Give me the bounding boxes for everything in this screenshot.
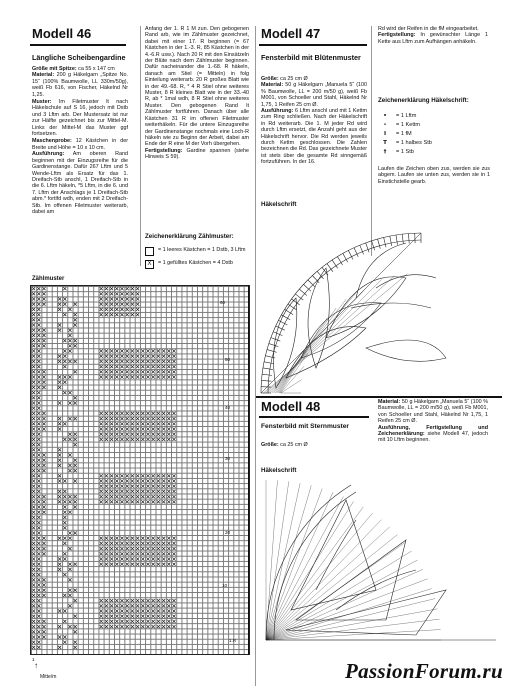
m48-box — [256, 396, 502, 398]
m47-legend-title: Zeichenerklärung Häkelschrift: — [378, 97, 469, 104]
m47-crochet-chart — [256, 208, 504, 400]
m46-row-label-60: 60 — [220, 300, 226, 305]
m47-legend-lftm: • = 1 Lftm — [378, 113, 490, 120]
ring-icon: ∘ — [383, 122, 387, 128]
m46-ausfuehrung: Ausführung: Am oberen Rand beginnen mit der Einzugsreihe für die Gardinenstange. Dafür 267 Lftm und 5 Wende-Lftm als Ersatz für das 1. Dreifach-Stb anschl, 1 Dreifach-Stb in die 6. Lftm häkeln, *5 Lftm, in die 6. und 7. Lftm der Anschlags je 1 Dreifach-Stb abm.* fortlfd wdh, enden mit 2 Dreifach-Stb. Im offenen Filetmuster weiterarb, dabei am — [32, 151, 128, 215]
m47-subtitle: Fensterbild mit Blütenmuster — [261, 53, 361, 62]
m46-fertigstellung: Fertigstellung: Gardine spannen (siehe Hinweis S 59). — [145, 147, 250, 161]
m46-row-label-10: 10 — [222, 583, 228, 588]
m48-title: Modell 48 — [261, 399, 321, 414]
m47-fertigstellung: Fertigstellung: In gewünschter Länge 1 Kette aus Lftm zum Aufhängen anhäkeln. — [378, 32, 489, 45]
m47-ausfuehrung: Ausführung: 6 Lftm anschl und mit 1 Kettm zum Ring schließen. Nach der Häkelschrift in Rd weiterarb. Die 1. M jeder Rd wird durch Lftm ersetzt, die Anzahl geht aus der Häkelschrift hervor. Die Rd werden jeweils durch Kettm geschlossen. Die Zahlen bezeichnen die Rd. Das gezeichnete Muster ist stets über die gesamte Rd sinngemäß fortzuführen. In der 16. — [261, 108, 367, 166]
m47-material: Material: 50 g Häkelgarn „Manuela 5“ (100 % Baumwolle, LL = 200 m/50 g), weiß Fb M001, von Schoeller und Stahl, Häkelnd Nr 1,75, 1 Reifen 25 cm Ø. — [261, 82, 368, 108]
m48-title-rule — [259, 416, 369, 418]
m46-maschenprobe: Maschenprobe: 12 Kästchen in der Breite und Höhe = 10 x 10 cm. — [32, 138, 129, 151]
m46-col2-paragraph: Anfang der 1. R 1 M zun. Den gebogenen Rand arb, wie im Zählmuster gezeichnet, dabei mit einer 17. R beginnen (= 67 Kästchen in der 1.-3. R, 85 Kästchen in der 4.-6.R usw.). Nach 20 R mit den Einsätzeln der Blüte nach dem Zählmuster beginnen. Dafür nacheinander die 1.-68. R häkeln, danach am Stiel (= Mitteln) in folg Einteilung weiterarb. 20 R großes Blatt wie in der 49.-68. R, * 4 R Stiel ohne weiteres Muster, 8 R kleines Blatt wie in der 33.-40 R, ab * 1mal wdh, 8 R Stiel ohne weiteres Muster. Den gebogenen Rand lt Zählmuster fortführen. Danach über alle Kästchen 31 R im offenen Filetmuster weiterhäkeln. Für die untere Einzugsreihe der Gardinenstange nochmals eine Loch-R häkeln wie zu Beginn der Arbeit, dabei am Ende der R eine M der Vorh übergehen. — [145, 26, 249, 148]
m46-row-label-30: 30 — [225, 456, 231, 461]
m47-col2-paragraph: Rd wird der Reifen in die fM eingearbeitet. — [378, 26, 479, 32]
m47-text-col1 — [261, 76, 367, 166]
m47-size: Größe: ca 25 cm Ø — [261, 76, 308, 82]
m47-chart-label: Häkelschrift — [261, 201, 297, 208]
filled-box-icon: X — [145, 260, 154, 269]
m47-legend-stb: † = 1 Stb — [378, 149, 490, 156]
bar-icon: I — [383, 131, 387, 137]
m46-muster: Muster: Im Filetmuster lt nach Häkelschule auf S 16, jedoch mit Dstb und 3 Lftm arb. Der Mustersatz ist nur zur Hälfte gezeichnet bis zur Mittel-M. Links der Mittel-M das Muster ggf fortsetzen. — [32, 99, 128, 138]
m47-text-col2 — [378, 26, 488, 45]
m48-ausfuehrung: Ausführung, Fertigstellung und Zeichenerklärung: siehe Modell 47, jedoch mit 10 Lftm beginnen. — [378, 424, 488, 444]
m46-marker: 1 — [32, 657, 35, 662]
m48-subtitle: Fensterbild mit Sternmuster — [261, 423, 349, 430]
m46-size: Größe mit Spitze: ca 55 x 147 cm — [32, 66, 115, 72]
m46-material: Material: 200 g Häkelgarn „Spitze No. 15“ (100% Baumwolle, LL 330m/50g), weiß Fb 616, von Fischer, Häkelnd Nr 1,25. — [32, 72, 128, 98]
m46-mitte-label: Mitte/m — [40, 674, 57, 680]
m48-chart-label: Häkelschrift — [261, 467, 297, 474]
watermark: PassionForum.ru — [345, 659, 503, 683]
m46-legend-empty: = 1 leeres Kästchen = 1 Dstb, 3 Lftm — [145, 247, 255, 256]
m46-legend-filled: X = 1 gefülltes Kästchen = 4 Dstb — [145, 260, 255, 269]
empty-box-icon — [145, 247, 154, 256]
m46-text-col2 — [145, 26, 249, 161]
m46-row-label-20: 20 — [225, 530, 231, 535]
arrow-up-icon: ↑ — [34, 661, 38, 670]
dagger-icon: † — [383, 149, 387, 155]
m46-legend — [145, 232, 255, 269]
m46-chart-right-edge — [248, 285, 249, 655]
m47-legend — [378, 96, 490, 185]
m48-size: Größe: ca 25 cm Ø — [261, 442, 308, 448]
m46-row-label-1: 1.R — [229, 638, 237, 643]
m47-legend-hstb: T = 1 halbes Stb — [378, 140, 490, 147]
m47-legend-kettm: ∘ = 1 Kettm — [378, 122, 490, 129]
m46-row-label-40: 40 — [225, 405, 231, 410]
m46-row-label-50: 50 — [225, 357, 231, 362]
m46-title-rule — [30, 44, 126, 46]
m47-legend-fm: I = 1 fM — [378, 131, 490, 138]
m48-material: Material: 50 g Häkelgarn „Manuela 5“ (100 % Baumwolle, LL = 200 m/50 g), weiß Fb M001, von Schoeller und Stahl, Häkelnd Nr 1,75, 1 Reifen 25 cm Ø. — [378, 399, 489, 425]
m46-filet-chart — [30, 285, 250, 655]
col-divider-1 — [140, 26, 141, 266]
m46-text-col1 — [32, 66, 128, 215]
m47-title-rule — [259, 44, 367, 46]
t-icon: T — [383, 140, 387, 146]
dot-icon: • — [383, 113, 387, 119]
m46-title: Modell 46 — [32, 26, 92, 41]
m46-chart-title: Zählmuster — [32, 276, 65, 282]
m46-subtitle: Längliche Scheibengardine — [32, 53, 126, 62]
m46-legend-title: Zeichenerklärung Zählmuster: — [145, 233, 234, 240]
m47-note: Laufen die Zeichen oben zus, werden sie zus abgem. Laufen sie unten zus, werden sie in 1 Einstichstelle gearb. — [378, 166, 490, 185]
m48-text-col2 — [378, 399, 488, 444]
m47-title: Modell 47 — [261, 26, 321, 41]
m48-crochet-chart — [256, 470, 504, 650]
m46-filet-pattern — [31, 286, 249, 654]
